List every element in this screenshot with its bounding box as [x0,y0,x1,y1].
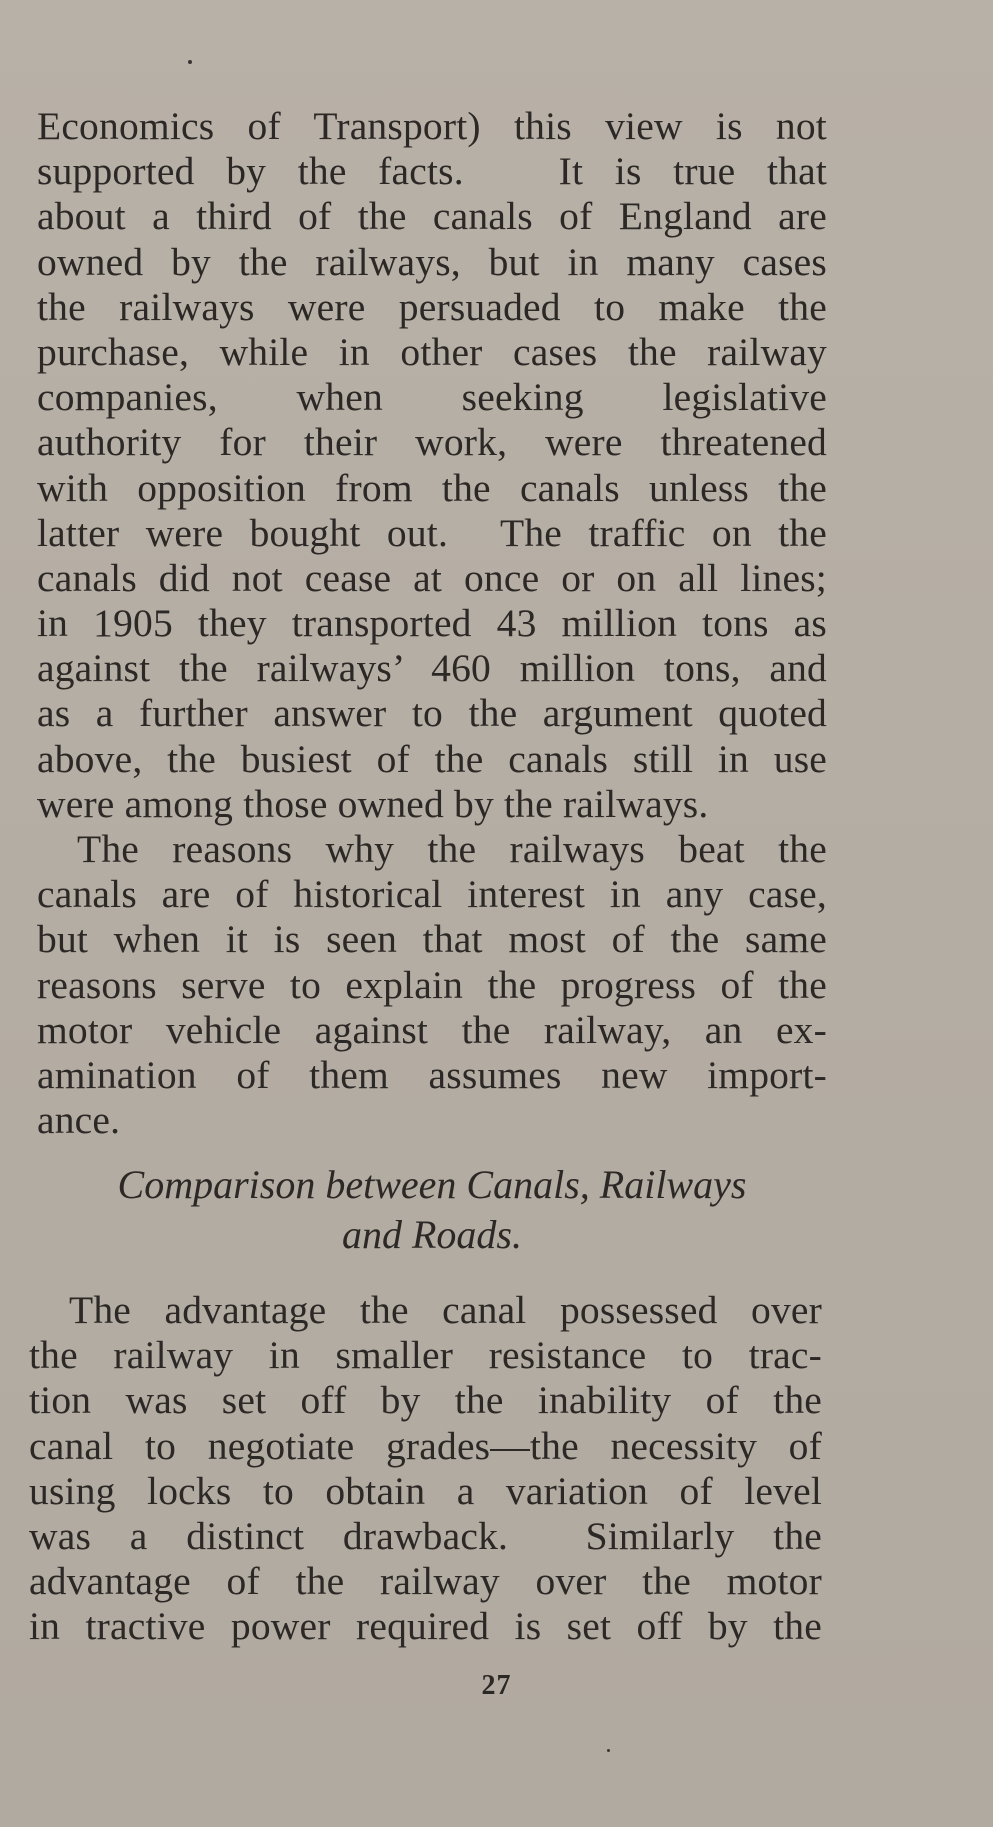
text-line: were among those owned by the railways. [37,781,709,826]
section-heading-line-1: Comparison between Canals, Railways [117,1162,747,1207]
ink-speck [188,60,192,64]
text-line: authority for their work, were threatened [37,420,827,465]
text-line: in 1905 they transported 43 million tons as [37,601,827,646]
text-line: Economics of Transport) this view is not [37,104,827,148]
text-line: The reasons why the railways beat the [77,827,827,871]
paragraph-block-1 [37,104,827,1143]
text-line: owned by the railways, but in many cases [37,239,827,284]
text-line: companies, when seeking legislative [37,375,827,420]
text-line: canal to negotiate grades—the necessity of [29,1423,822,1468]
text-line: motor vehicle against the railway, an ex- [37,1007,827,1052]
text-line: reasons serve to explain the progress of the [37,962,827,1007]
text-line: in tractive power required is set off by the [29,1604,822,1649]
text-line: advantage of the railway over the motor [29,1559,822,1604]
text-line: latter were bought out. The traffic on the [37,510,827,555]
ink-speck [607,1749,610,1752]
section-heading [37,1160,827,1260]
text-line: with opposition from the canals unless the [37,465,827,510]
page-number: 27 [481,1670,512,1701]
text-line: about a third of the canals of England are [37,194,827,239]
text-line: ance. [37,1098,121,1143]
section-heading-line-2: and Roads. [342,1212,522,1257]
text-line: purchase, while in other cases the railway [37,329,827,374]
text-line: The advantage the canal possessed over [69,1288,822,1332]
paragraph-block-2 [29,1288,822,1650]
text-line: above, the busiest of the canals still in use [37,736,827,781]
text-line: was a distinct drawback. Similarly the [29,1513,822,1558]
text-line: the railway in smaller resistance to trac- [29,1333,822,1378]
text-line: but when it is seen that most of the same [37,917,827,962]
text-line: as a further answer to the argument quoted [37,691,827,736]
text-line: against the railways’ 460 million tons, and [37,646,827,691]
text-line: using locks to obtain a variation of level [29,1468,822,1513]
text-line: amination of them assumes new import- [37,1052,827,1097]
text-line: the railways were persuaded to make the [37,284,827,329]
text-line: canals did not cease at once or on all lines; [37,555,827,600]
text-line: tion was set off by the inability of the [29,1378,822,1423]
text-line: canals are of historical interest in any case, [37,872,827,917]
text-line: supported by the facts. It is true that [37,149,827,194]
